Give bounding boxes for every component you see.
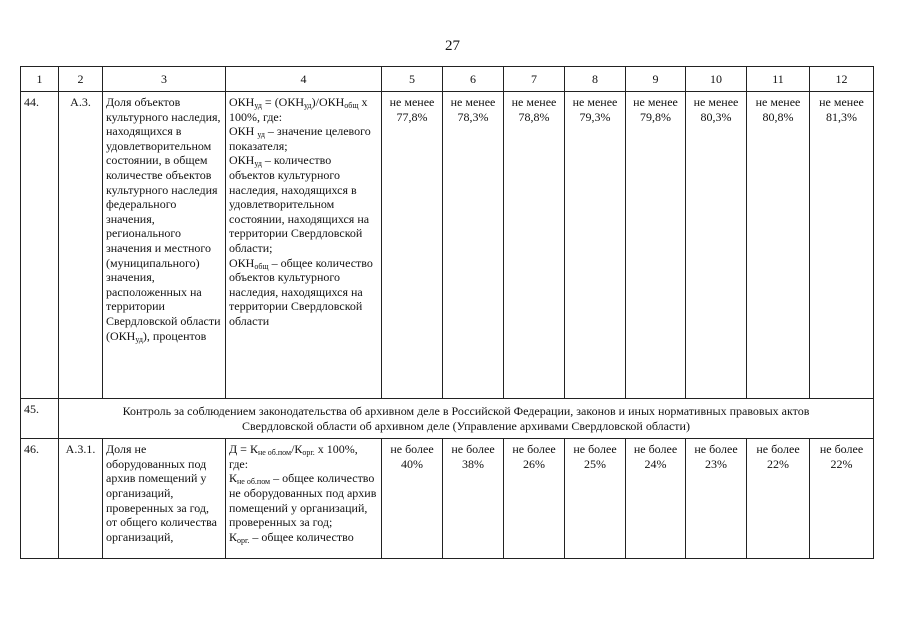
indicator-name-text: Доля объектов культурного наследия, находящихся в удовлетворительном состоянии, в общем количестве объектов культурного наследия федерального значения, регионального значения и местного (муниципального) значения, расположенных на территории Свердловской области (ОКН bbox=[106, 95, 221, 343]
table-row-46 bbox=[21, 439, 874, 559]
formula-part: ОКН bbox=[229, 95, 255, 109]
section-title: Контроль за соблюдением законодательства об архивном деле в Российской Федерации, законов и иных нормативных правовых актов Свердловской области об архивном деле (Управление архивами Свердловской области) bbox=[59, 399, 874, 439]
target-value: не менее 81,3% bbox=[810, 92, 874, 399]
column-header: 2 bbox=[59, 67, 103, 92]
formula-part: Д = К bbox=[229, 442, 258, 457]
formula-part: = (ОКН bbox=[261, 95, 305, 109]
formula-part: – значение целевого показателя; bbox=[229, 124, 371, 153]
target-value: не более 24% bbox=[626, 439, 686, 559]
formula-part: ОКН bbox=[229, 153, 255, 168]
target-value: не более 25% bbox=[565, 439, 626, 559]
indicator-name-sub: уд bbox=[135, 334, 143, 344]
indicators-table bbox=[20, 66, 874, 559]
column-header: 4 bbox=[226, 67, 382, 92]
row-code: А.3.1. bbox=[59, 439, 103, 559]
target-value: не менее 78,3% bbox=[443, 92, 504, 399]
column-header: 3 bbox=[103, 67, 226, 92]
column-header: 6 bbox=[443, 67, 504, 92]
target-value: не более 22% bbox=[747, 439, 810, 559]
indicator-name bbox=[103, 92, 226, 399]
formula-sub: уд bbox=[254, 159, 262, 169]
formula-part: К bbox=[229, 529, 238, 544]
page-number: 27 bbox=[445, 38, 460, 54]
column-header: 12 bbox=[810, 67, 874, 92]
formula-sub: не об.пом bbox=[257, 448, 292, 458]
indicator-name-end: ), процентов bbox=[142, 328, 207, 343]
calculation-formula bbox=[226, 439, 382, 559]
formula-sub: уд bbox=[304, 101, 312, 110]
formula-part: /К bbox=[291, 442, 303, 457]
target-value: не менее 79,8% bbox=[626, 92, 686, 399]
target-value: не более 22% bbox=[810, 439, 874, 559]
target-value: не более 26% bbox=[504, 439, 565, 559]
row-number: 44. bbox=[21, 92, 59, 399]
column-header: 9 bbox=[626, 67, 686, 92]
formula-sub: общ bbox=[344, 101, 359, 110]
formula-sub: общ bbox=[254, 261, 269, 271]
target-value: не менее 77,8% bbox=[382, 92, 443, 399]
column-header: 5 bbox=[382, 67, 443, 92]
column-header: 7 bbox=[504, 67, 565, 92]
formula-sub: не об.пом bbox=[237, 477, 271, 487]
column-header-row bbox=[21, 67, 874, 92]
table-row-45 bbox=[21, 399, 874, 439]
row-code: А.3. bbox=[59, 92, 103, 399]
formula-part: – количество объектов культурного наследия, находящихся в удовлетворительном состоянии, находящихся на территории Свердловской области; bbox=[229, 153, 370, 255]
formula-part: К bbox=[229, 471, 238, 486]
target-value: не более 38% bbox=[443, 439, 504, 559]
formula-part: x 100%, где: bbox=[229, 442, 358, 471]
target-value: не менее 78,8% bbox=[504, 92, 565, 399]
column-header: 11 bbox=[747, 67, 810, 92]
formula-sub: уд bbox=[257, 130, 265, 140]
target-value: не более 23% bbox=[686, 439, 747, 559]
formula-part: x 100%, где: bbox=[229, 95, 368, 124]
table-row-44 bbox=[21, 92, 874, 399]
target-value: не менее 80,3% bbox=[686, 92, 747, 399]
formula-part: – общее количество bbox=[249, 529, 354, 544]
formula-part: )/ОКН bbox=[311, 95, 345, 109]
row-number: 46. bbox=[21, 439, 59, 559]
calculation-formula bbox=[226, 92, 382, 399]
formula-part: – общее количество объектов культурного наследия, находящихся на территории Свердловской области bbox=[229, 255, 373, 328]
column-header: 8 bbox=[565, 67, 626, 92]
indicator-name: Доля не оборудованных под архив помещений у организаций, проверенных за год, от общего количества организаций, bbox=[103, 439, 226, 559]
formula-sub: орг. bbox=[237, 535, 250, 545]
column-header: 10 bbox=[686, 67, 747, 92]
target-value: не менее 80,8% bbox=[747, 92, 810, 399]
formula-part: – общее количество не оборудованных под архив помещений у организаций, проверенных за год; bbox=[229, 471, 377, 530]
formula-part: ОКН bbox=[229, 255, 255, 270]
column-header: 1 bbox=[21, 67, 59, 92]
formula-sub: орг. bbox=[302, 448, 315, 458]
target-value: не более 40% bbox=[382, 439, 443, 559]
row-number: 45. bbox=[21, 399, 59, 439]
formula-sub: уд bbox=[254, 101, 262, 110]
target-value: не менее 79,3% bbox=[565, 92, 626, 399]
formula-part: ОКН bbox=[229, 124, 258, 139]
